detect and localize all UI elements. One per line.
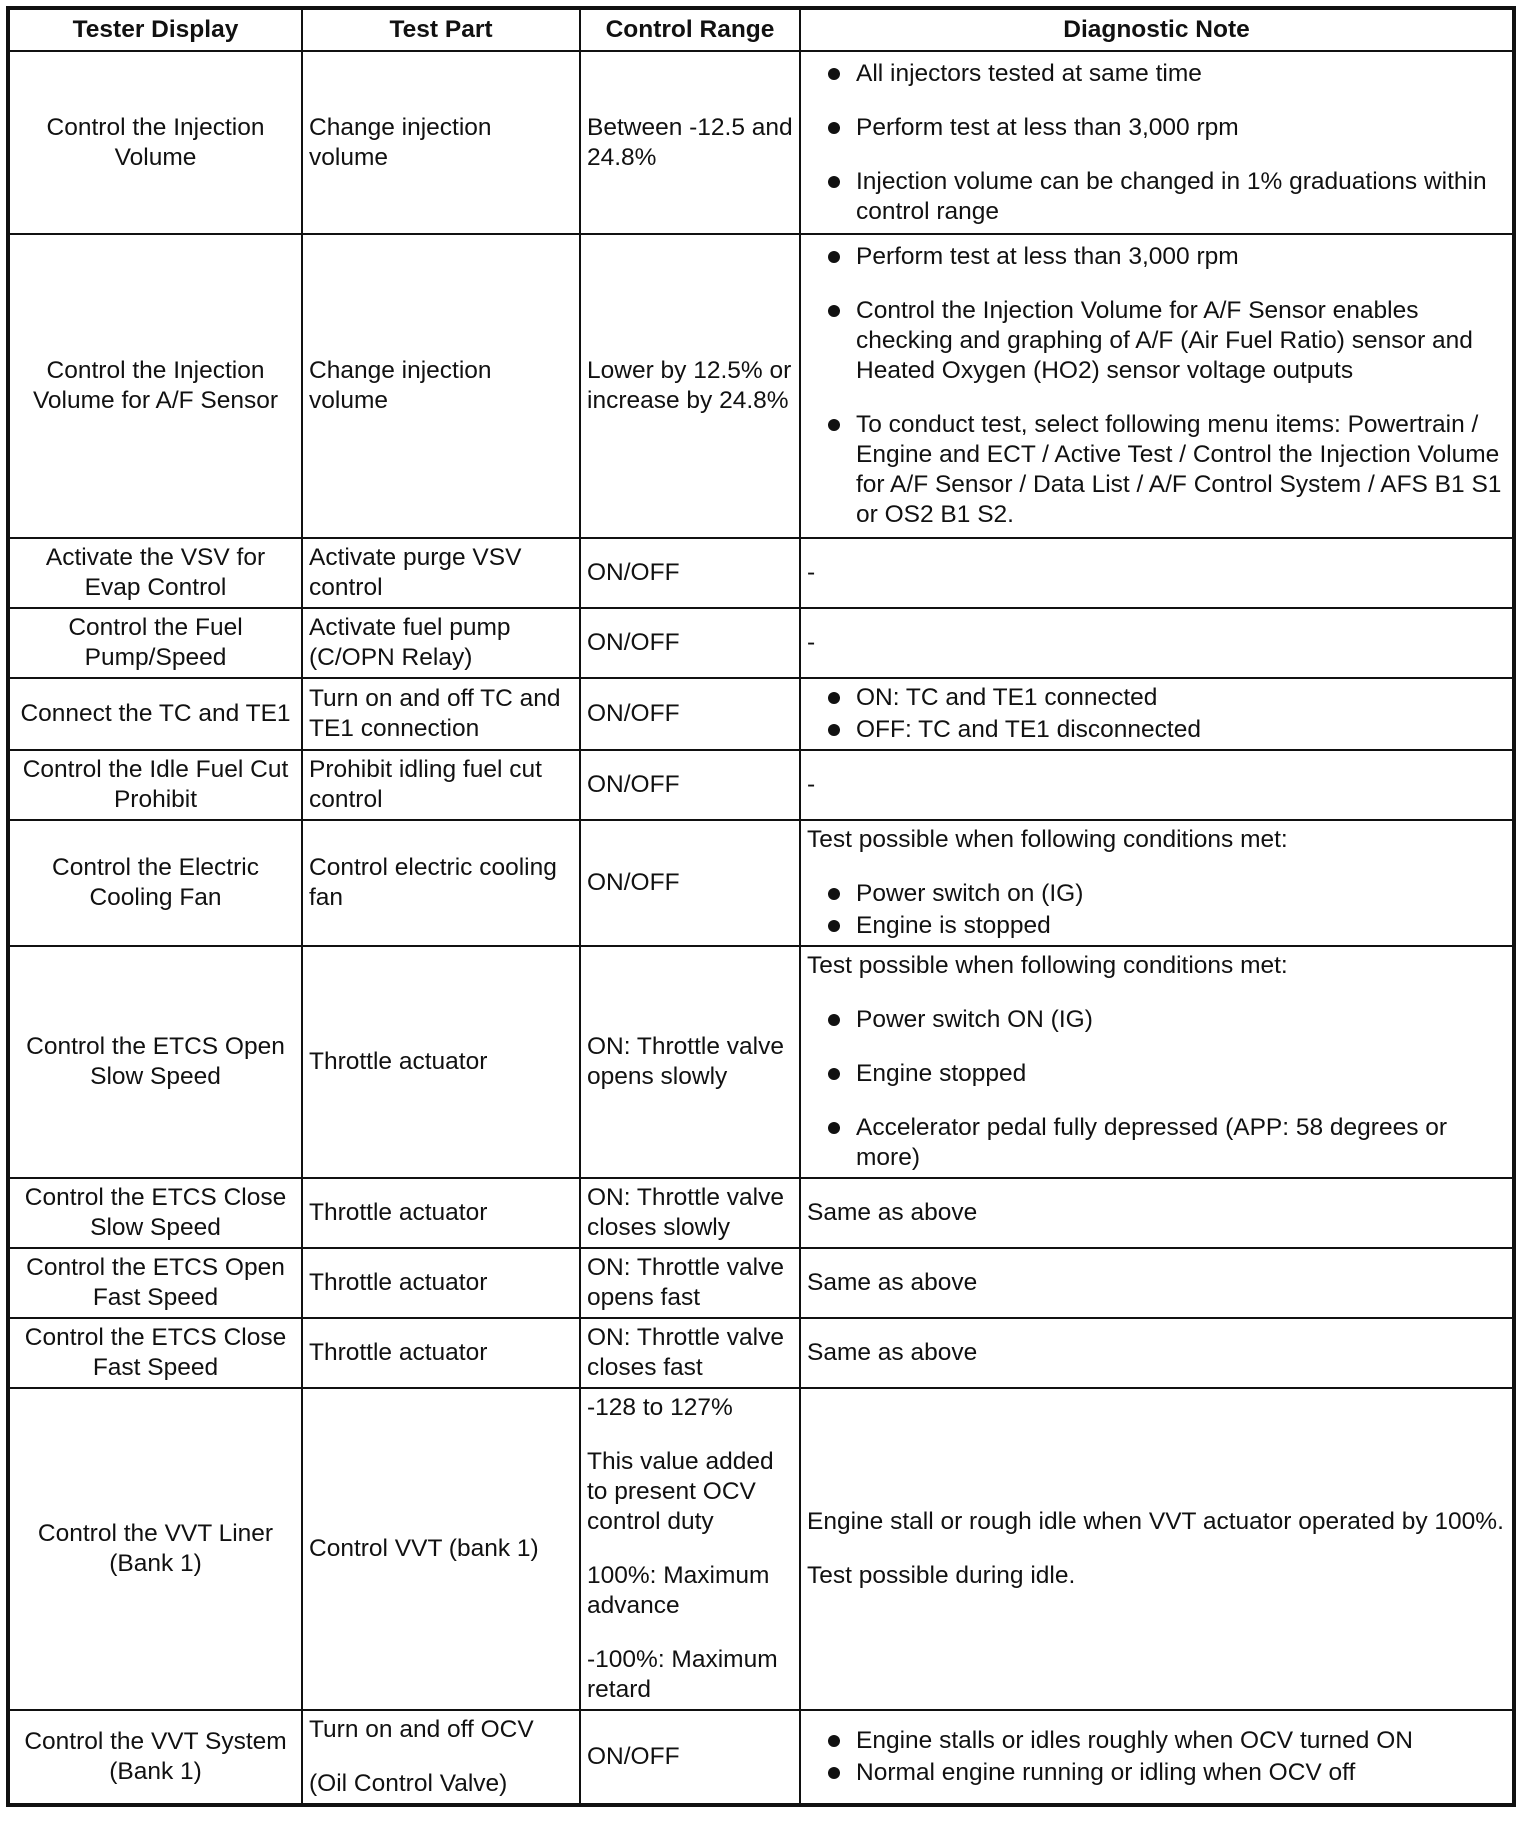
header-diagnostic-note: Diagnostic Note: [800, 8, 1514, 51]
table-row: [8, 1178, 1514, 1248]
tester-display-text: Control the Idle Fuel Cut Prohibit: [22, 756, 289, 813]
diagnostic-note-cell: [800, 1318, 1514, 1388]
test-part-text: Change injection volume: [309, 357, 492, 414]
diagnostic-note-cell: [800, 678, 1514, 750]
test-part-text: Activate fuel pump (C/OPN Relay): [309, 614, 511, 671]
test-part-cell: [302, 820, 580, 946]
test-part-cell: [302, 538, 580, 608]
note-text: -: [807, 629, 816, 656]
note-bullet-list: [807, 683, 1506, 745]
note-bullet: Perform test at less than 3,000 rpm: [807, 242, 1506, 272]
test-part-text: (Oil Control Valve): [309, 1770, 508, 1797]
test-part-text: Throttle actuator: [309, 1199, 488, 1226]
diagnostic-sheet: [6, 6, 1512, 1836]
note-text: Test possible during idle.: [807, 1562, 1076, 1589]
test-part-text: Control electric cooling fan: [309, 854, 557, 911]
table-row: [8, 946, 1514, 1178]
note-bullet-list: [807, 242, 1506, 530]
test-part-cell: [302, 946, 580, 1178]
tester-display-text: Control the Electric Cooling Fan: [52, 854, 259, 911]
control-range-cell: [580, 1388, 800, 1710]
control-range-cell: [580, 750, 800, 820]
diagnostic-note-cell: [800, 51, 1514, 234]
table-row: [8, 1388, 1514, 1710]
test-part-cell: [302, 1318, 580, 1388]
tester-display-text: Control the ETCS Close Fast Speed: [24, 1324, 287, 1381]
control-range-text: ON/OFF: [587, 629, 680, 656]
tester-display-text: Control the Injection Volume for A/F Sensor: [32, 357, 279, 414]
control-range-text: ON: Throttle valve closes slowly: [587, 1184, 784, 1241]
test-part-cell: [302, 1178, 580, 1248]
tester-display-text: Connect the TC and TE1: [20, 700, 291, 727]
diagnostic-note-cell: [800, 1388, 1514, 1710]
tester-display-text: Control the VVT Liner (Bank 1): [37, 1520, 274, 1577]
header-row: [8, 8, 1514, 51]
note-bullet: Engine stalls or idles roughly when OCV turned ON: [807, 1726, 1506, 1756]
note-bullet-list: [807, 1726, 1506, 1788]
control-range-text: Lower by 12.5% or increase by 24.8%: [587, 357, 792, 414]
tester-display-cell: [8, 678, 302, 750]
control-range-text: -100%: Maximum retard: [587, 1646, 778, 1703]
note-bullet: Engine stopped: [807, 1059, 1506, 1089]
diagnostic-note-cell: [800, 538, 1514, 608]
table-body: [8, 51, 1514, 1805]
header-control-range: Control Range: [580, 8, 800, 51]
note-intro: Test possible when following conditions met:: [807, 826, 1288, 853]
tester-display-text: Control the VVT System (Bank 1): [24, 1728, 287, 1785]
tester-display-cell: [8, 1248, 302, 1318]
note-intro: Test possible when following conditions met:: [807, 952, 1288, 979]
test-part-text: Turn on and off OCV: [309, 1716, 534, 1743]
test-part-cell: [302, 1710, 580, 1805]
control-range-text: This value added to present OCV control duty: [587, 1448, 774, 1535]
note-bullet-list: [807, 879, 1506, 941]
control-range-text: ON/OFF: [587, 559, 680, 586]
test-part-cell: [302, 1248, 580, 1318]
diagnostic-note-cell: [800, 608, 1514, 678]
test-part-cell: [302, 234, 580, 538]
tester-display-cell: [8, 946, 302, 1178]
control-range-cell: [580, 1178, 800, 1248]
test-part-cell: [302, 1388, 580, 1710]
tester-display-text: Control the Injection Volume: [46, 113, 265, 171]
table-row: [8, 1710, 1514, 1805]
header-test-part: Test Part: [302, 8, 580, 51]
tester-display-cell: [8, 51, 302, 234]
test-part-text: Prohibit idling fuel cut control: [309, 756, 542, 813]
table-row: [8, 51, 1514, 234]
active-test-table: [6, 6, 1516, 1807]
test-part-text: Throttle actuator: [309, 1269, 488, 1296]
tester-display-cell: [8, 1178, 302, 1248]
table-row: [8, 608, 1514, 678]
control-range-text: ON: Throttle valve opens slowly: [587, 1033, 784, 1090]
note-bullet: Power switch on (IG): [807, 879, 1506, 909]
control-range-cell: [580, 946, 800, 1178]
note-bullet: Normal engine running or idling when OCV off: [807, 1758, 1506, 1788]
control-range-cell: [580, 820, 800, 946]
note-bullet-list: [807, 1005, 1506, 1173]
tester-display-cell: [8, 1710, 302, 1805]
table-row: [8, 678, 1514, 750]
control-range-text: ON/OFF: [587, 869, 680, 896]
note-bullet: Accelerator pedal fully depressed (APP: 58 degrees or more): [807, 1113, 1506, 1173]
note-bullet: ON: TC and TE1 connected: [807, 683, 1506, 713]
test-part-text: Throttle actuator: [309, 1339, 488, 1366]
tester-display-text: Control the Fuel Pump/Speed: [68, 614, 243, 671]
diagnostic-note-cell: [800, 820, 1514, 946]
header-tester-display: Tester Display: [8, 8, 302, 51]
note-bullet: All injectors tested at same time: [807, 59, 1506, 89]
tester-display-text: Control the ETCS Close Slow Speed: [24, 1184, 287, 1241]
table-row: [8, 1318, 1514, 1388]
tester-display-cell: [8, 234, 302, 538]
control-range-cell: [580, 1318, 800, 1388]
control-range-cell: [580, 678, 800, 750]
test-part-text: Change injection volume: [309, 113, 492, 171]
note-bullet: OFF: TC and TE1 disconnected: [807, 715, 1506, 745]
tester-display-text: Control the ETCS Open Fast Speed: [26, 1254, 285, 1311]
test-part-text: Control VVT (bank 1): [309, 1535, 539, 1562]
test-part-cell: [302, 678, 580, 750]
diagnostic-note-cell: [800, 750, 1514, 820]
test-part-cell: [302, 608, 580, 678]
tester-display-text: Control the ETCS Open Slow Speed: [26, 1033, 285, 1090]
control-range-text: ON/OFF: [587, 1743, 680, 1770]
table-row: [8, 750, 1514, 820]
tester-display-cell: [8, 820, 302, 946]
control-range-cell: [580, 51, 800, 234]
test-part-text: Activate purge VSV control: [309, 544, 522, 601]
control-range-text: ON: Throttle valve closes fast: [587, 1324, 784, 1381]
diagnostic-note-cell: [800, 1710, 1514, 1805]
tester-display-cell: [8, 1318, 302, 1388]
table-row: [8, 234, 1514, 538]
tester-display-cell: [8, 750, 302, 820]
control-range-text: ON/OFF: [587, 771, 680, 798]
control-range-cell: [580, 608, 800, 678]
diagnostic-note-cell: [800, 1248, 1514, 1318]
control-range-cell: [580, 1248, 800, 1318]
tester-display-cell: [8, 608, 302, 678]
table-row: [8, 538, 1514, 608]
note-text: -: [807, 559, 816, 586]
note-bullet-list: [807, 59, 1506, 227]
control-range-cell: [580, 1710, 800, 1805]
control-range-text: 100%: Maximum advance: [587, 1562, 770, 1619]
table-row: [8, 820, 1514, 946]
test-part-text: Throttle actuator: [309, 1048, 488, 1075]
diagnostic-note-cell: [800, 234, 1514, 538]
tester-display-text: Activate the VSV for Evap Control: [45, 544, 266, 601]
note-text: Same as above: [807, 1339, 978, 1366]
control-range-text: -128 to 127%: [587, 1394, 733, 1421]
tester-display-cell: [8, 538, 302, 608]
note-text: Same as above: [807, 1199, 978, 1226]
note-bullet: Power switch ON (IG): [807, 1005, 1506, 1035]
note-text: Same as above: [807, 1269, 978, 1296]
diagnostic-note-cell: [800, 1178, 1514, 1248]
note-bullet: Perform test at less than 3,000 rpm: [807, 113, 1506, 143]
note-bullet: Control the Injection Volume for A/F Sensor enables checking and graphing of A/F (Air Fuel Ratio) sensor and Heated Oxygen (HO2) sensor voltage outputs: [807, 296, 1506, 386]
diagnostic-note-cell: [800, 946, 1514, 1178]
control-range-text: Between -12.5 and 24.8%: [587, 113, 793, 171]
note-bullet: To conduct test, select following menu items: Powertrain / Engine and ECT / Active Test / Control the Injection Volume for A/F Sensor / Data List / A/F Control System / AFS B1 S1 or OS2 B1 S2.: [807, 410, 1506, 530]
control-range-cell: [580, 538, 800, 608]
note-text: -: [807, 771, 816, 798]
note-bullet: Injection volume can be changed in 1% graduations within control range: [807, 167, 1506, 227]
tester-display-cell: [8, 1388, 302, 1710]
test-part-cell: [302, 51, 580, 234]
control-range-cell: [580, 234, 800, 538]
table-row: [8, 1248, 1514, 1318]
test-part-text: Turn on and off TC and TE1 connection: [309, 685, 561, 742]
test-part-cell: [302, 750, 580, 820]
control-range-text: ON/OFF: [587, 700, 680, 727]
note-bullet: Engine is stopped: [807, 911, 1506, 941]
note-text: Engine stall or rough idle when VVT actuator operated by 100%.: [807, 1508, 1504, 1535]
control-range-text: ON: Throttle valve opens fast: [587, 1254, 784, 1311]
